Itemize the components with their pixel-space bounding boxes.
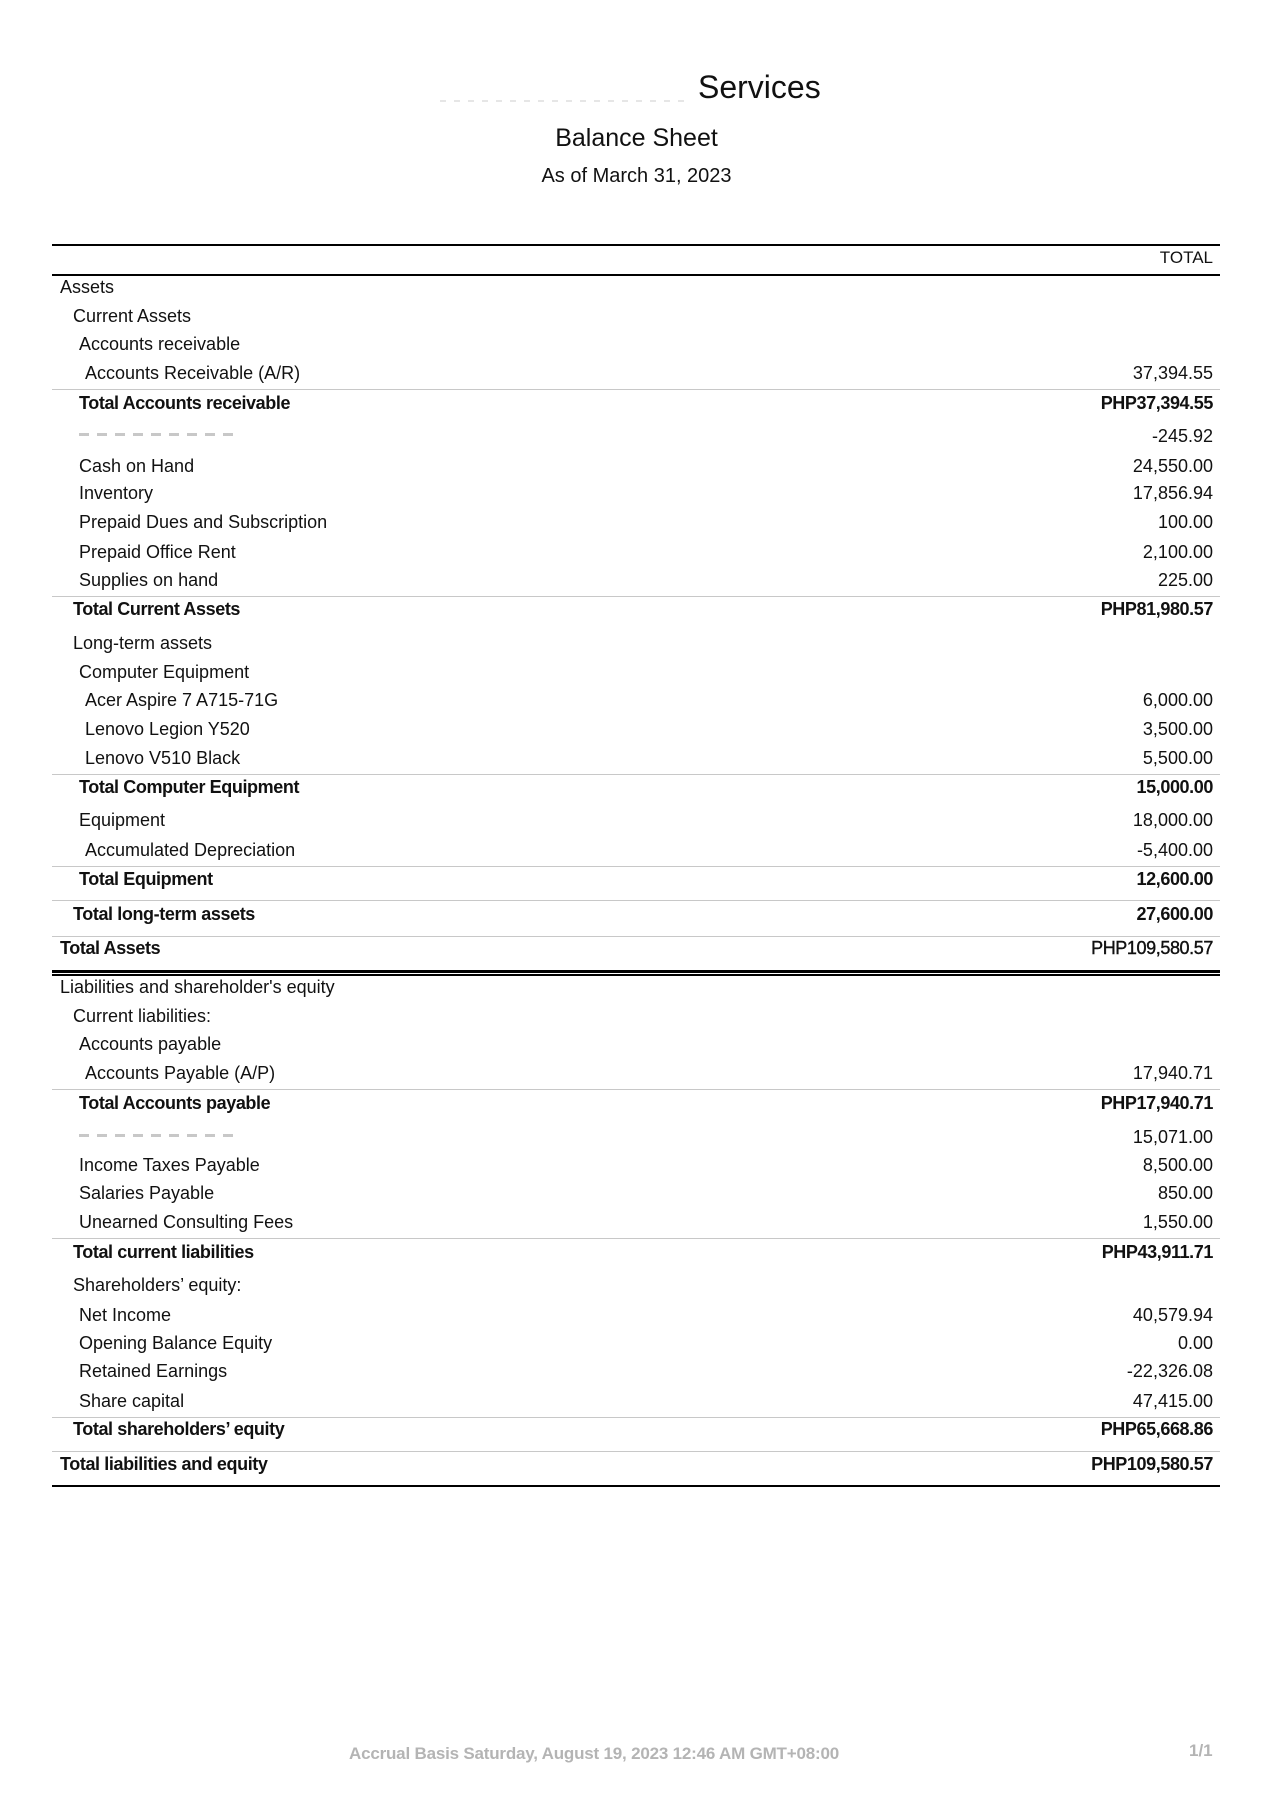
footer-basis-timestamp: Accrual Basis Saturday, August 19, 2023 12:46 AM GMT+08:00	[349, 1744, 839, 1763]
row-label: Total Assets	[60, 938, 161, 958]
row-label: Computer Equipment	[79, 662, 250, 682]
divider	[52, 774, 1220, 775]
table-row	[52, 808, 1220, 832]
section-header-row	[52, 660, 1220, 684]
table-row	[52, 688, 1220, 712]
section-header-row	[52, 275, 1220, 299]
row-label: Total Computer Equipment	[79, 777, 300, 797]
row-value: 15,000.00	[1136, 777, 1213, 797]
total-row	[52, 867, 1220, 891]
row-value: 3,500.00	[1142, 719, 1213, 739]
table-row	[52, 424, 1220, 448]
row-value: 850.00	[1157, 1183, 1213, 1203]
row-value: 24,550.00	[1132, 456, 1213, 476]
divider	[52, 1451, 1220, 1452]
total-row	[52, 1452, 1220, 1476]
table-row	[52, 510, 1220, 534]
table-row	[52, 1303, 1220, 1327]
row-label: Share capital	[79, 1391, 185, 1411]
table-row	[52, 481, 1220, 505]
section-header-row	[52, 332, 1220, 356]
row-value: 0.00	[1177, 1333, 1213, 1353]
section-header-row	[52, 1032, 1220, 1056]
divider	[52, 866, 1220, 867]
total-row	[52, 391, 1220, 415]
total-row	[52, 597, 1220, 621]
divider	[52, 900, 1220, 901]
table-row	[52, 1181, 1220, 1205]
row-label: Accounts Receivable (A/R)	[85, 363, 301, 383]
row-value: 18,000.00	[1132, 810, 1213, 830]
table-bottom-rule	[52, 1485, 1220, 1487]
table-row	[52, 1153, 1220, 1177]
section-header-row	[52, 975, 1220, 999]
row-value: PHP37,394.55	[1100, 393, 1213, 413]
section-header-row	[52, 304, 1220, 328]
row-label: Lenovo Legion Y520	[85, 719, 250, 739]
row-label: Current Assets	[73, 306, 192, 326]
table-row	[52, 1389, 1220, 1413]
row-value: 6,000.00	[1142, 690, 1213, 710]
divider	[52, 596, 1220, 597]
row-label: Accounts Payable (A/P)	[85, 1063, 276, 1083]
row-label-redacted	[79, 1125, 239, 1149]
row-label: Total liabilities and equity	[60, 1454, 268, 1474]
divider	[52, 936, 1220, 937]
total-row	[52, 936, 1220, 960]
report-date: As of March 31, 2023	[541, 165, 732, 187]
row-value: -245.92	[1151, 426, 1213, 446]
divider	[52, 389, 1220, 390]
row-label: Assets	[60, 277, 115, 297]
row-label: Total Accounts receivable	[79, 393, 291, 413]
row-value: 12,600.00	[1136, 869, 1213, 889]
row-label: Acer Aspire 7 A715-71G	[85, 690, 279, 710]
row-value: 1,550.00	[1142, 1212, 1213, 1232]
row-value: PHP109,580.57	[1091, 938, 1213, 958]
row-value: 225.00	[1157, 570, 1213, 590]
row-value: 5,500.00	[1142, 748, 1213, 768]
row-value: 17,940.71	[1132, 1063, 1213, 1083]
section-header-row	[52, 1273, 1220, 1297]
row-value: 17,856.94	[1132, 483, 1213, 503]
column-header-total: TOTAL	[1159, 248, 1213, 267]
row-label: Salaries Payable	[79, 1183, 215, 1203]
total-row	[52, 902, 1220, 926]
row-value: 100.00	[1157, 512, 1213, 532]
row-label: Total current liabilities	[73, 1242, 254, 1262]
company-name-redacted	[440, 100, 690, 102]
row-label: Accumulated Depreciation	[85, 840, 296, 860]
row-value: 27,600.00	[1136, 904, 1213, 924]
total-assets-double-rule	[52, 970, 1220, 976]
table-row	[52, 454, 1220, 478]
row-label: Supplies on hand	[79, 570, 219, 590]
row-label: Total long-term assets	[73, 904, 255, 924]
table-row	[52, 1061, 1220, 1085]
row-value: 8,500.00	[1142, 1155, 1213, 1175]
row-value: 2,100.00	[1142, 542, 1213, 562]
row-value: 47,415.00	[1132, 1391, 1213, 1411]
row-value: PHP17,940.71	[1100, 1093, 1213, 1113]
row-label: Liabilities and shareholder's equity	[60, 977, 335, 997]
row-label: Total Equipment	[79, 869, 213, 889]
row-label: Prepaid Office Rent	[79, 542, 236, 562]
company-name-suffix: Services	[698, 69, 821, 105]
table-top-rule	[52, 244, 1220, 246]
total-row	[52, 1417, 1220, 1441]
divider	[52, 1238, 1220, 1239]
row-label: Inventory	[79, 483, 154, 503]
total-row	[52, 775, 1220, 799]
row-value: 40,579.94	[1132, 1305, 1213, 1325]
table-row	[52, 1210, 1220, 1234]
row-label: Accounts payable	[79, 1034, 222, 1054]
row-label: Total shareholders’ equity	[73, 1419, 285, 1439]
total-row	[52, 1240, 1220, 1264]
row-label: Unearned Consulting Fees	[79, 1212, 294, 1232]
table-row	[52, 361, 1220, 385]
report-title: Balance Sheet	[555, 124, 718, 152]
row-value: PHP109,580.57	[1091, 1454, 1213, 1474]
divider	[52, 1089, 1220, 1090]
row-value: 15,071.00	[1132, 1127, 1213, 1147]
row-label: Income Taxes Payable	[79, 1155, 260, 1175]
table-row	[52, 838, 1220, 862]
table-row	[52, 717, 1220, 741]
row-value: PHP81,980.57	[1100, 599, 1213, 619]
table-row	[52, 540, 1220, 564]
section-header-row	[52, 1004, 1220, 1028]
row-label: Long-term assets	[73, 633, 213, 653]
row-label-redacted	[79, 424, 239, 448]
row-value: PHP43,911.71	[1101, 1242, 1213, 1262]
row-label: Lenovo V510 Black	[85, 748, 241, 768]
row-value: -5,400.00	[1136, 840, 1213, 860]
section-header-row	[52, 631, 1220, 655]
table-row	[52, 1331, 1220, 1355]
row-label: Shareholders’ equity:	[73, 1275, 242, 1295]
row-value: PHP65,668.86	[1100, 1419, 1213, 1439]
row-label: Equipment	[79, 810, 166, 830]
row-label: Prepaid Dues and Subscription	[79, 512, 328, 532]
row-value: 37,394.55	[1132, 363, 1213, 383]
table-row	[52, 1359, 1220, 1383]
divider	[52, 1417, 1220, 1418]
table-row	[52, 746, 1220, 770]
row-label: Current liabilities:	[73, 1006, 212, 1026]
row-label: Net Income	[79, 1305, 172, 1325]
row-label: Opening Balance Equity	[79, 1333, 273, 1353]
row-label: Retained Earnings	[79, 1361, 228, 1381]
total-row	[52, 1091, 1220, 1115]
table-row	[52, 568, 1220, 592]
row-label: Total Current Assets	[73, 599, 241, 619]
row-label: Accounts receivable	[79, 334, 241, 354]
row-label: Total Accounts payable	[79, 1093, 271, 1113]
row-label: Cash on Hand	[79, 456, 195, 476]
footer-page-number: 1/1	[1189, 1741, 1213, 1760]
row-value: -22,326.08	[1126, 1361, 1213, 1381]
table-row	[52, 1125, 1220, 1149]
